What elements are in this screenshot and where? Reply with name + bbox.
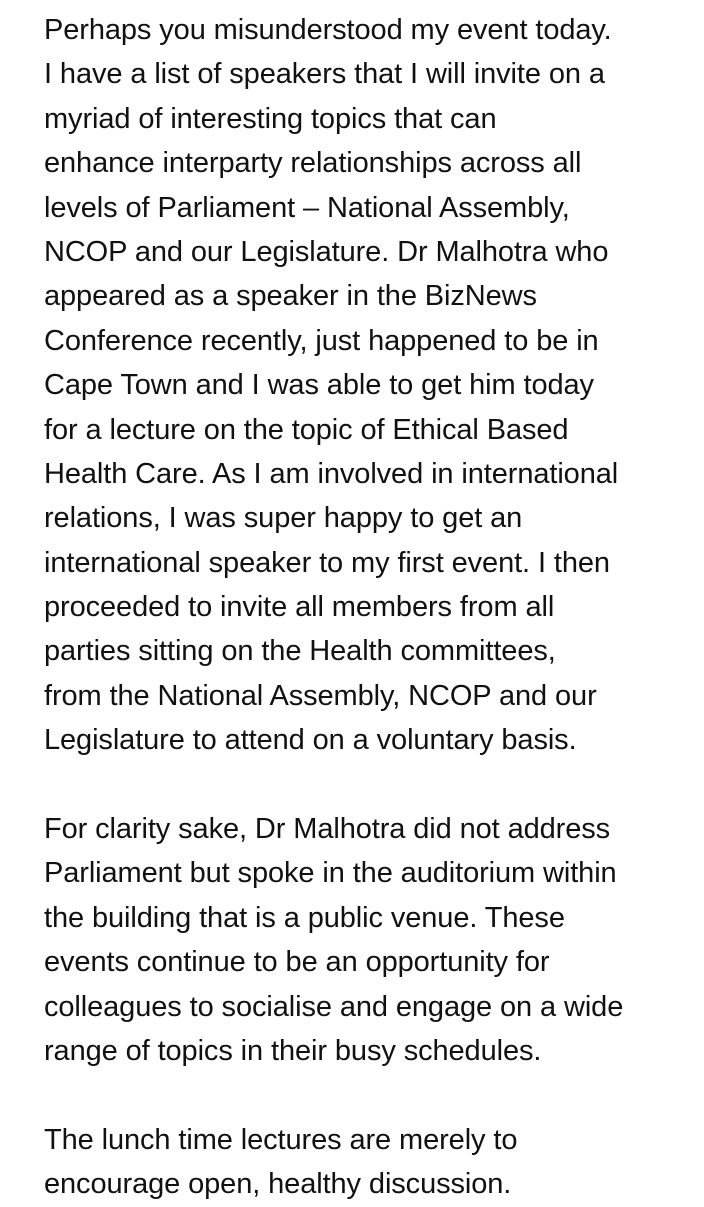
- text-line: range of topics in their busy schedules.: [44, 1034, 542, 1067]
- paragraph-event-explanation: [44, 8, 684, 763]
- text-line: relations, I was super happy to get an: [44, 502, 523, 535]
- text-line: I have a list of speakers that I will invite on a: [44, 58, 605, 91]
- text-line: encourage open, healthy discussion.: [44, 1168, 512, 1201]
- text-line: Perhaps you misunderstood my event today.: [44, 14, 612, 46]
- paragraph-clarity-statement: [44, 807, 684, 1073]
- text-line: Conference recently, just happened to be in: [44, 324, 599, 357]
- text-line: events continue to be an opportunity for: [44, 946, 550, 979]
- text-line: For clarity sake, Dr Malhotra did not address: [44, 813, 611, 846]
- paragraph-lunch-lectures: [44, 1118, 684, 1207]
- text-line: Legislature to attend on a voluntary basis.: [44, 724, 577, 757]
- text-line: Cape Town and I was able to get him today: [44, 369, 594, 402]
- text-line: the building that is a public venue. These: [44, 901, 565, 934]
- text-line: proceeded to invite all members from all: [44, 591, 555, 624]
- note-text-body: [44, 8, 684, 1207]
- text-line: myriad of interesting topics that can: [44, 102, 497, 135]
- text-line: from the National Assembly, NCOP and our: [44, 679, 597, 712]
- text-line: colleagues to socialise and engage on a wide: [44, 990, 624, 1023]
- text-line: enhance interparty relationships across all: [44, 147, 582, 180]
- text-line: international speaker to my first event. I then: [44, 546, 610, 579]
- text-line: NCOP and our Legislature. Dr Malhotra who: [44, 235, 609, 268]
- text-line: levels of Parliament – National Assembly,: [44, 191, 570, 224]
- text-line: Parliament but spoke in the auditorium within: [44, 857, 617, 890]
- text-line: Health Care. As I am involved in international: [44, 457, 619, 490]
- text-line: parties sitting on the Health committees,: [44, 635, 556, 668]
- text-line: appeared as a speaker in the BizNews: [44, 280, 537, 313]
- text-line: for a lecture on the topic of Ethical Based: [44, 413, 569, 446]
- text-line: The lunch time lectures are merely to: [44, 1123, 518, 1156]
